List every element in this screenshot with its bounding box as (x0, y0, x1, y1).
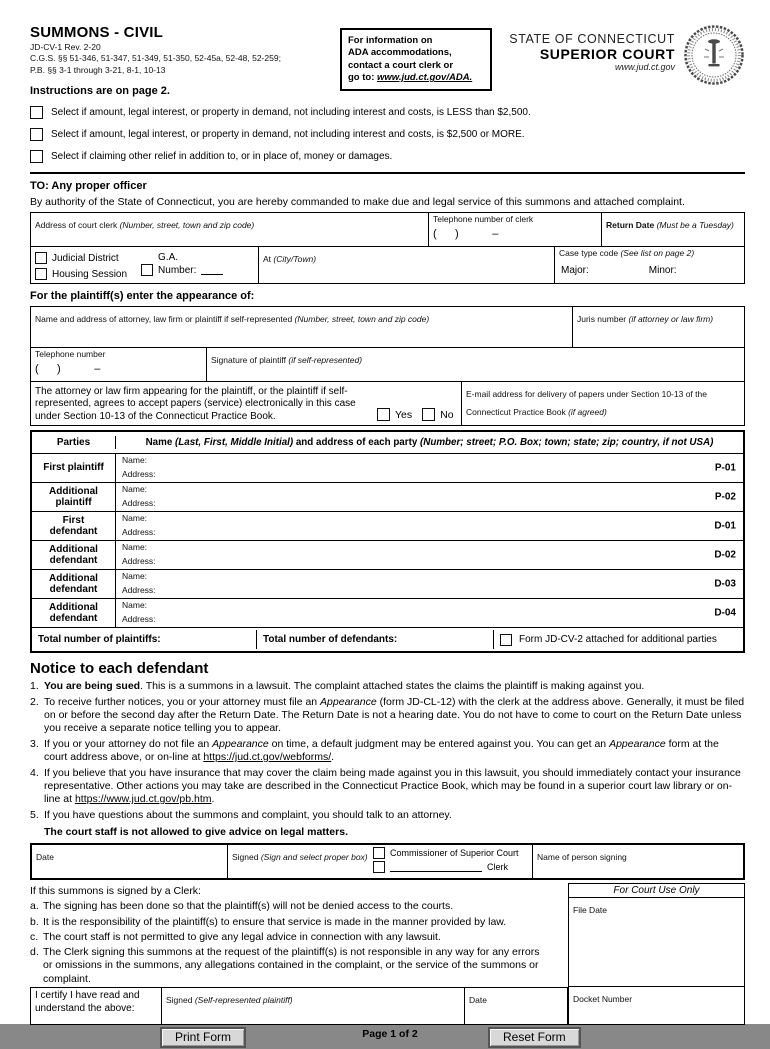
eservice-statement: The attorney or law firm appearing for the plaintiff, or the plaintiff if self-represented, agrees to accept papers (service) electronically in this case under Section 10-13 of the Connecticut Practice Book. (35, 385, 356, 422)
authority-statement: By authority of the State of Connecticut, you are hereby commanded to make due and legal service of this summons and attached complaint. (30, 196, 685, 209)
option-row-other-relief (30, 150, 745, 163)
parties-header-row (32, 432, 743, 453)
party-row-additional-defendant-3: Additional defendant Name: Address: D-04 (32, 598, 743, 627)
judicial-district-label: Judicial District (52, 252, 119, 264)
signature-date-field[interactable]: Date (36, 852, 54, 863)
totals-row (32, 627, 743, 651)
party-code: D-02 (714, 549, 736, 561)
party-code: P-01 (714, 462, 736, 474)
ga-number-label: Number: (158, 264, 197, 276)
ada-line-2: ADA accommodations, (348, 47, 452, 59)
agency-block (509, 32, 675, 72)
judicial-district-checkbox[interactable] (35, 252, 47, 264)
housing-session-checkbox[interactable] (35, 268, 47, 280)
form-title: SUMMONS - CIVIL (30, 24, 163, 41)
court-use-only-label: For Court Use Only (569, 884, 744, 898)
commissioner-label: Commissioner of Superior Court (390, 848, 519, 859)
major-code-field[interactable]: Major: (561, 264, 589, 276)
amount-less-2500-checkbox[interactable] (30, 106, 43, 119)
clerk-note-intro: If this summons is signed by a Clerk: (30, 885, 201, 898)
eservice-yes-option: Yes (377, 408, 412, 421)
webforms-link[interactable]: https://jud.ct.gov/webforms/ (203, 751, 332, 764)
return-date-field[interactable]: Return Date (Must be a Tuesday) (601, 213, 744, 246)
superior-court-seal-icon (683, 24, 745, 86)
parties-table (30, 430, 745, 653)
jdcv2-option: Form JD-CV-2 attached for additional parties (494, 630, 743, 650)
option-row-2500-or-more (30, 128, 745, 141)
plaintiff-signature-field[interactable]: Signature of plaintiff (if self-represented) (206, 348, 744, 381)
party-row-first-defendant: First defendant Name: Address: D-01 (32, 511, 743, 540)
state-name: STATE OF CONNECTICUT (509, 32, 675, 46)
eservice-email-field[interactable]: E-mail address for delivery of papers under Section 10-13 of the Connecticut Practice Book (if agreed) (461, 382, 744, 425)
option-label: Select if amount, legal interest, or property in demand, not including interest and costs, is $2,500 or MORE. (51, 129, 525, 141)
file-date-field: File Date (573, 905, 608, 916)
clerk-note-item-d: d. The Clerk signing this summons at the request of the plaintiff(s) is not responsible in any way for any errors or omissions in the summons, any allegations contained in the complaint, or the service of the summons or complaint. (30, 946, 540, 985)
party-row-additional-plaintiff: Additional plaintiff Name: Address: P-02 (32, 482, 743, 511)
housing-session-label: Housing Session (52, 268, 128, 280)
party-name-address-field[interactable]: Name: Address: D-02 (122, 542, 736, 567)
party-name-header: Name (Last, First, Middle Initial) and address of each party (Number; street; P.O. Box; town; state; zip; country, if not USA) (145, 437, 714, 449)
ada-link[interactable]: www.jud.ct.gov/ADA. (377, 72, 473, 84)
party-name-address-field[interactable]: Name: Address: D-04 (122, 600, 736, 625)
form-number: JD-CV-1 Rev. 2-20 (30, 42, 101, 52)
total-plaintiffs-field[interactable]: Total number of plaintiffs: (32, 630, 257, 649)
certify-date-field[interactable]: Date (464, 988, 567, 1024)
clerk-label: Clerk (487, 862, 509, 873)
phone-mask: ( ) – (433, 227, 499, 240)
party-name-address-field[interactable]: Name: Address: D-03 (122, 571, 736, 596)
eservice-agreement-cell (31, 382, 461, 425)
total-defendants-field[interactable]: Total number of defendants: (257, 630, 494, 649)
party-row-additional-defendant-2: Additional defendant Name: Address: D-03 (32, 569, 743, 598)
clerk-signature-line (390, 863, 482, 872)
ada-info-box (340, 28, 492, 91)
commissioner-checkbox[interactable] (373, 847, 385, 859)
party-code: D-04 (714, 607, 736, 619)
form-footer (30, 1025, 745, 1049)
notice-item-2: 2. To receive further notices, you or your attorney must file an Appearance (form JD-CL-12) with the clerk at the address above. Generally, it must be filed on or before the second day after the Return Date. The Return Date is not a hearing date. You do not have to come to court on the Return Date unless you receive a separate notice telling you to appear. (30, 696, 745, 735)
certify-signed-field[interactable]: Signed (Self-represented plaintiff) (161, 988, 464, 1024)
notice-item-4: 4. If you believe that you have insurance that may cover the claim being made against you in this lawsuit, you should immediately contact your insurance representative. Other actions you may take are described in the Connecticut Practice Book, which may be found in a superior court law library or on-line at https://www.jud.ct.gov/pb.htm. (30, 767, 741, 806)
to-officer-heading: TO: Any proper officer (30, 180, 147, 193)
appearance-table (30, 306, 745, 426)
clerk-note (30, 883, 568, 987)
ada-line-1: For information on (348, 35, 433, 46)
certify-statement: I certify I have read and understand the above: (35, 990, 140, 1014)
notice-item-1: 1. You are being sued. This is a summons in a lawsuit. The complaint attached states the claims the plaintiff is making against you. (30, 680, 645, 693)
option-label: Select if amount, legal interest, or property in demand, not including interest and costs, is LESS than $2,500. (51, 107, 531, 119)
juris-number-field[interactable]: Juris number (if attorney or law firm) (572, 307, 744, 347)
notice-heading: Notice to each defendant (30, 660, 209, 678)
clerk-phone-field[interactable]: Telephone number of clerk ( ) – (428, 213, 601, 246)
ga-number-checkbox[interactable] (141, 264, 153, 276)
eservice-yes-checkbox[interactable] (377, 408, 390, 421)
notice-item-5: 5. If you have questions about the summons and complaint, you should talk to an attorney. (30, 809, 452, 822)
option-row-less-2500 (30, 106, 745, 119)
judicial-website: www.jud.ct.gov (614, 62, 675, 72)
court-info-table (30, 212, 745, 284)
case-type-cell: Case type code (See list on page 2) Major: Minor: (554, 247, 744, 283)
person-signing-name-field[interactable]: Name of person signing (532, 845, 743, 878)
party-row-first-plaintiff: First plaintiff Name: Address: P-01 (32, 453, 743, 482)
court-staff-warning: The court staff is not allowed to give advice on legal matters. (44, 826, 348, 839)
party-name-address-field[interactable]: Name: Address: P-01 (122, 455, 736, 480)
appearance-heading: For the plaintiff(s) enter the appearance of: (30, 290, 255, 303)
reset-form-button[interactable]: Reset Form (488, 1027, 581, 1048)
signature-table (30, 843, 745, 880)
appearance-phone-field[interactable]: Telephone number ( ) – (31, 348, 206, 381)
minor-code-field[interactable]: Minor: (648, 264, 677, 276)
amount-2500-or-more-checkbox[interactable] (30, 128, 43, 141)
signed-field[interactable]: Signed (Sign and select proper box) Commissioner of Superior Court Clerk (227, 845, 532, 878)
bottom-section (30, 883, 745, 1025)
eservice-no-checkbox[interactable] (422, 408, 435, 421)
parties-header: Parties (32, 436, 116, 450)
option-label: Select if claiming other relief in addition to, or in place of, money or damages. (51, 151, 393, 163)
eservice-no-option: No (422, 408, 453, 421)
certify-row (30, 987, 568, 1025)
clerk-note-item-a: a. The signing has been done so that the plaintiff(s) will not be denied access to the courts. (30, 900, 454, 913)
statute-refs-2: P.B. §§ 3-1 through 3-21, 8-1, 10-13 (30, 64, 166, 75)
party-name-address-field[interactable]: Name: Address: P-02 (122, 484, 736, 509)
notice-item-3: 3. If you or your attorney do not file an Appearance on time, a default judgment may be entered against you. You can get an Appearance form at the court address above, or on-line at https://jud.ct.gov/webforms/. (30, 738, 719, 764)
ga-number-field[interactable] (201, 265, 223, 275)
court-location-type-cell (31, 247, 258, 283)
party-code: D-01 (714, 520, 736, 532)
other-relief-checkbox[interactable] (30, 150, 43, 163)
court-use-only-box (568, 883, 745, 987)
clerk-note-item-b: b. It is the responsibility of the plaintiff(s) to ensure that service is made in the manner provided by law. (30, 915, 507, 928)
section-divider (30, 172, 745, 174)
practice-book-link[interactable]: https://www.jud.ct.gov/pb.htm (74, 793, 212, 806)
page-number: Page 1 of 2 (362, 1028, 418, 1041)
statute-refs-1: C.G.S. §§ 51-346, 51-347, 51-349, 51-350, 52-45a, 52-48, 52-259; (30, 53, 281, 64)
party-code: P-02 (714, 491, 736, 503)
at-city-town-field[interactable]: At (City/Town) (258, 247, 554, 283)
clerk-checkbox[interactable] (373, 861, 385, 873)
ada-line-4: go to: www.jud.ct.gov/ADA. (348, 72, 473, 84)
jdcv2-attached-checkbox[interactable] (500, 634, 512, 646)
party-code: D-03 (714, 578, 736, 590)
docket-number-field: Docket Number (568, 987, 745, 1025)
form-header (30, 24, 745, 97)
instructions-note: Instructions are on page 2. (30, 85, 170, 98)
court-clerk-address-field[interactable]: Address of court clerk (Number, street, town and zip code) (35, 220, 255, 231)
party-name-address-field[interactable]: Name: Address: D-01 (122, 513, 736, 538)
ga-label: G.A. (158, 252, 179, 264)
phone-mask: ( ) – (35, 362, 101, 375)
attorney-name-address-field[interactable]: Name and address of attorney, law firm or plaintiff if self-represented (Number, street, town and zip code) (35, 314, 430, 325)
print-form-button[interactable]: Print Form (160, 1027, 246, 1048)
ada-line-3: contact a court clerk or (348, 59, 454, 71)
court-name: SUPERIOR COURT (539, 46, 675, 62)
party-row-additional-defendant-1: Additional defendant Name: Address: D-02 (32, 540, 743, 569)
clerk-note-item-c: c. The court staff is not permitted to give any legal advice in connection with any lawsuit. (30, 930, 441, 943)
